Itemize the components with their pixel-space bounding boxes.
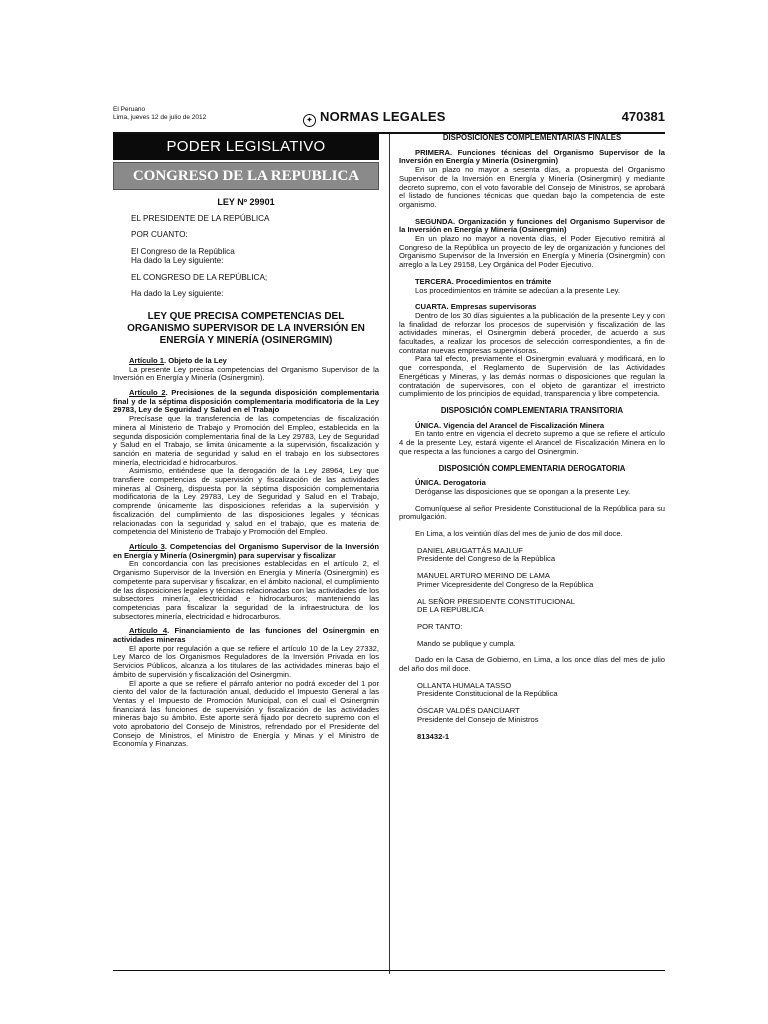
segunda-text: En un plazo no mayor a noventa días, el Poder Ejecutivo remitirá al Congreso de la República un proyecto de ley de organización y funciones del Organismo Supervisor de la Inversión en Energía y Minería (Osinergmin) con arreglo a la Ley 29158, Ley Orgánica del Poder Ejecutivo.	[399, 234, 665, 270]
signatory-name: ÓSCAR VALDÉS DANCUART	[417, 706, 520, 716]
publisher-name: El Peruano	[113, 106, 146, 113]
tercera-text: Los procedimientos en trámite se adecúan a la presente Ley.	[415, 285, 621, 295]
congreso-caps: EL CONGRESO DE LA REPÚBLICA;	[131, 272, 268, 282]
transitoria-title: DISPOSICIÓN COMPLEMENTARIA TRANSITORIA	[440, 405, 624, 415]
signatory-name: MANUEL ARTURO MERINO DE LAMA	[417, 571, 550, 581]
signatory-role: Presidente del Congreso de la República	[417, 554, 556, 564]
unica-transitoria-heading: ÚNICA. Vigencia del Arancel de Fiscalización Minera	[415, 420, 605, 430]
finales-title: DISPOSICIONES COMPLEMENTARIAS FINALES	[442, 133, 622, 142]
derogatoria-title: DISPOSICIÓN COMPLEMENTARIA DEROGATORIA	[438, 463, 626, 473]
por-cuanto: POR CUANTO:	[131, 230, 188, 240]
cuarta-paragraph-2: Para tal efecto, previamente el Osinergmin evaluará y modificará, en lo que corresponda, el Reglamento de Supervisión de las Actividades Energéticas y Mineras, y las demás normas o disposiciones que regulan la contratación de supervisores, con el objeto de garantizar el irrestricto cumplimiento de los principios de equidad, transparencia y libre competencia.	[399, 354, 665, 399]
presidente-line: EL PRESIDENTE DE LA REPÚBLICA	[131, 213, 270, 223]
signatory-name: DANIEL ABUGATTÁS MAJLUF	[417, 545, 523, 555]
header-publisher-date	[113, 106, 206, 122]
unica-derogatoria-heading: ÚNICA. Derogatoria	[415, 478, 486, 488]
article-4-heading: Artículo 4. Financiamiento de las funciones del Osinergmin en actividades mineras	[113, 626, 379, 645]
dado-text: Dado en la Casa de Gobierno, en Lima, a los once días del mes de julio del año dos mil doce.	[399, 655, 665, 674]
article-2-heading: Artículo 2. Precisiones de la segunda disposición complementaria final y de la séptima disposición complementaria modificatoria de la Ley 29783, Ley de Seguridad y Salud en el Trabajo	[113, 388, 379, 415]
comuniquese-text: Comuníquese al señor Presidente Constitucional de la República para su promulgación.	[399, 503, 665, 522]
signatory-role: Presidente Constitucional de la República	[417, 689, 558, 699]
primera-heading: PRIMERA. Funciones técnicas del Organismo Supervisor de la Inversión en Energía y Minería (Osinergmin)	[399, 147, 665, 166]
signature-4	[417, 707, 665, 724]
signatory-role: Primer Vicepresidente del Congreso de la República	[417, 579, 594, 589]
bottom-rule	[113, 970, 665, 971]
law-title: LEY QUE PRECISA COMPETENCIAS DEL ORGANISMO SUPERVISOR DE LA INVERSIÓN EN ENERGÍA Y MINERÍA (OSINERGMIN)	[127, 310, 365, 346]
addressee-line-2: DE LA REPÚBLICA	[417, 605, 484, 615]
signatory-role: Presidente del Consejo de Ministros	[417, 714, 539, 724]
article-3-text: En concordancia con las precisiones establecidas en el artículo 2, el Organismo Supervisor de la Inversión en Energía y Minería (Osinergmin) es competente para supervisar y fiscalizar, en el ámbito nacional, el cumplimiento de las disposiciones legales y técnicas relacionadas con las actividades de los subsectores minería, electricidad e hidrocarburos; manteniendo las competencias para fiscalizar la seguridad de la infraestructura de los subsectores minería, electricidad e hidrocarburos.	[113, 559, 379, 621]
article-4-paragraph-1: El aporte por regulación a que se refiere el artículo 10 de la Ley 27332, Ley Marco de los Organismos Reguladores de la Inversión Privada en los Servicios Públicos, alcanza a los titulares de las actividades mineras bajo el ámbito de supervisión y fiscalización del Osinergmin.	[113, 643, 379, 679]
coat-of-arms-icon: ✦	[303, 114, 316, 127]
ha-dado-caps: Ha dado la Ley siguiente:	[131, 289, 224, 299]
por-tanto: POR TANTO:	[417, 621, 463, 631]
addressee	[417, 598, 665, 615]
congreso-banner: CONGRESO DE LA REPUBLICA	[113, 162, 379, 190]
publication-code: 813432-1	[417, 731, 450, 741]
law-number: LEY Nº 29901	[217, 197, 275, 207]
article-4-paragraph-2: El aporte a que se refiere el párrafo anterior no podrá exceder del 1 por ciento del valor de la facturación anual, deducido el Impuesto General a las Ventas y el Impuesto de Promoción Municipal, con el cual el Osinergmin financiará las funciones de supervisión y fiscalización de las actividades mineras bajo su ámbito. Este aporte será fijado por decreto supremo con el voto aprobatorio del Consejo de Ministros, refrendado por el Presidente del Consejo de Ministros, el Ministro de Energía y Minas y el Ministro de Economía y Finanzas.	[113, 678, 379, 749]
article-1-heading: Artículo 1. Objeto de la Ley	[129, 355, 227, 365]
signatory-name: OLLANTA HUMALA TASSO	[417, 680, 512, 690]
section-label: NORMAS LEGALES	[320, 109, 446, 124]
ha-dado-line: Ha dado la Ley siguiente:	[131, 255, 224, 265]
right-column	[399, 134, 665, 741]
cuarta-heading: CUARTA. Empresas supervisoras	[415, 302, 537, 312]
newspaper-page	[113, 104, 665, 976]
addressee-line-1: AL SEÑOR PRESIDENTE CONSTITUCIONAL	[417, 596, 575, 606]
segunda-heading: SEGUNDA. Organización y funciones del Organismo Supervisor de la Inversión en Energía y Minería (Osinergmin)	[399, 216, 665, 235]
column-divider	[389, 134, 390, 974]
signature-2	[417, 572, 665, 589]
en-lima-text: En Lima, a los veintiún días del mes de junio de dos mil doce.	[415, 529, 623, 539]
signature-3	[417, 682, 665, 699]
signature-1	[417, 547, 665, 564]
congreso-line: El Congreso de la República	[131, 247, 235, 257]
left-column	[113, 134, 379, 749]
article-3-heading: Artículo 3. Competencias del Organismo Supervisor de la Inversión en Energía y Minería (Osinergmin) para supervisar y fiscalizar	[113, 541, 379, 560]
mando-text: Mando se publique y cumpla.	[417, 638, 516, 648]
page-header	[113, 104, 665, 134]
article-2-paragraph-2: Asimismo, entiéndese que la derogación de la Ley 28964, Ley que transfiere competencias de supervisión y fiscalización de las actividades mineras al Osinerg, dispuesta por la séptima disposición complementaria modificatoria de la Ley 29783, Ley de Seguridad y Salud en el Trabajo, comprende únicamente las disposiciones referidas a la supervisión y fiscalización del cumplimiento de las disposiciones legales y técnicas relacionadas con la seguridad y salud en el trabajo, que es materia de competencia del Ministerio de Trabajo y Promoción del Empleo.	[113, 466, 379, 537]
primera-text: En un plazo no mayor a sesenta días, a propuesta del Organismo Supervisor de la Inversión en Energía y Minería (Osinergmin) y mediante decreto supremo, con el voto favorable del Consejo de Ministros, se aprobará el listado de funciones técnicas que quedan bajo la competencia de este organismo.	[399, 165, 665, 209]
tercera-heading: TERCERA. Procedimientos en trámite	[415, 276, 552, 286]
unica-derogatoria-text: Deróganse las disposiciones que se opongan a la presente Ley.	[415, 486, 631, 496]
publication-date: Lima, jueves 12 de julio de 2012	[113, 114, 207, 121]
section-title	[303, 109, 446, 127]
article-2-paragraph-1: Precísase que la transferencia de las competencias de fiscalización minera al Ministerio de Trabajo y Promoción del Empleo, establecida en la segunda disposición complementaria final de la Ley 29783, Ley de Seguridad y Salud en el Trabajo, se limita únicamente a la supervisión, fiscalización y sanción en materia de seguridad y salud en el trabajo en los subsectores minería, electricidad e hidrocarburos.	[113, 414, 379, 467]
page-number: 470381	[621, 109, 665, 124]
article-1-text: La presente Ley precisa competencias del Organismo Supervisor de la Inversión en Energía y Minería (Osinergmin).	[113, 364, 379, 383]
cuarta-paragraph-1: Dentro de los 30 días siguientes a la publicación de la presente Ley y con la finalidad de reforzar los procesos de supervisión y fiscalización de las actividades mineras, el Osinergmin deberá proceder, de acuerdo a sus facultades, a realizar los procesos de selección correspondientes, a fin de contratar nuevas empresas supervisoras.	[399, 310, 665, 355]
unica-transitoria-text: En tanto entre en vigencia el decreto supremo a que se refiere el artículo 4 de la presente Ley, estará vigente el Arancel de Fiscalización Minera en lo que respecta a las funciones a cargo del Osinergmin.	[399, 429, 665, 456]
poder-legislativo-banner: PODER LEGISLATIVO	[113, 134, 379, 160]
